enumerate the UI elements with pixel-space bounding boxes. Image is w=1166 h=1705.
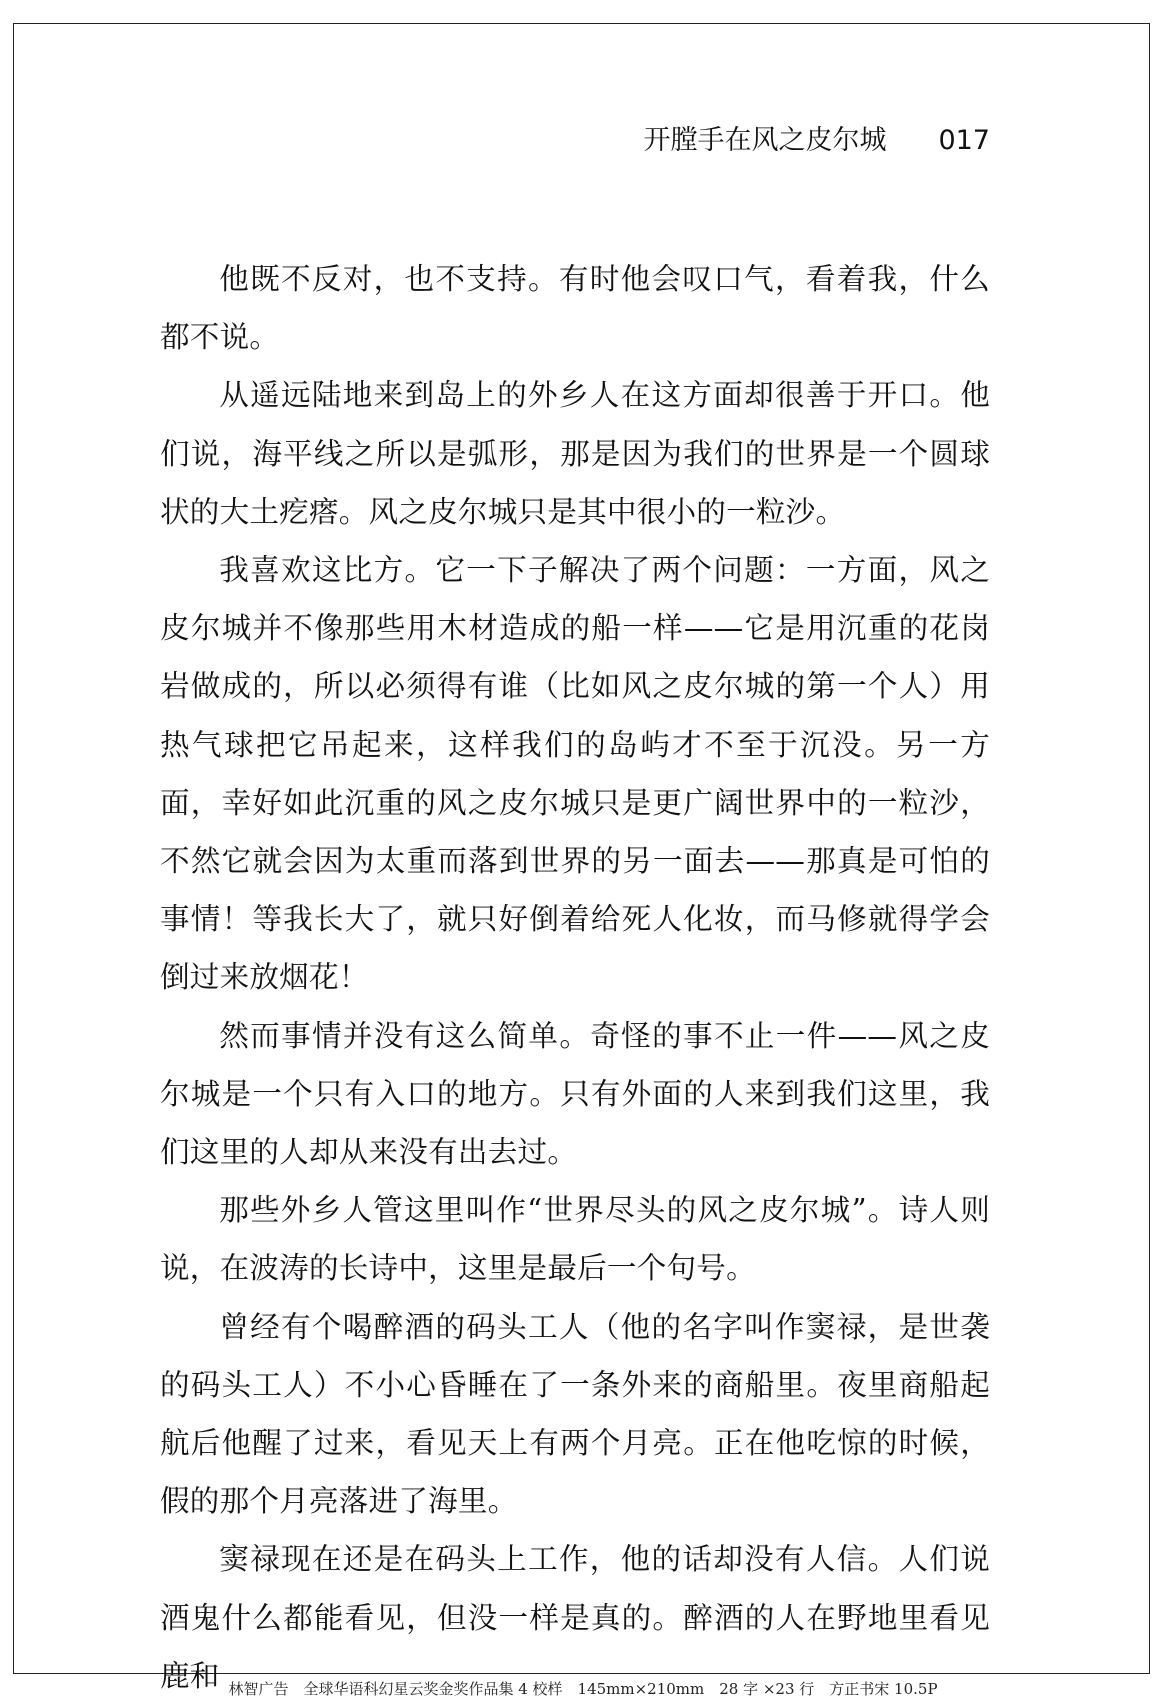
print-proof-info: 林智广告 全球华语科幻星云奖金奖作品集 4 校样 145mm×210mm 28 字 ×23 行 方正书宋 10.5P: [228, 1680, 938, 1698]
paragraph: 我喜欢这比方。它一下子解决了两个问题：一方面，风之皮尔城并不像那些用木材造成的船一样——它是用沉重的花岗岩做成的，所以必须得有谁（比如风之皮尔城的第一个人）用热气球把它吊起来，这样我们的岛屿才不至于沉没。另一方面，幸好如此沉重的风之皮尔城只是更广阔世界中的一粒沙，不然它就会因为太重而落到世界的另一面去——那真是可怕的事情！等我长大了，就只好倒着给死人化妆，而马修就得学会倒过来放烟花！: [160, 553, 990, 995]
paragraph: 然而事情并没有这么简单。奇怪的事不止一件——风之皮尔城是一个只有入口的地方。只有外面的人来到我们这里，我们这里的人却从来没有出去过。: [160, 1018, 990, 1170]
paragraph: 窦禄现在还是在码头上工作，他的话却没有人信。人们说酒鬼什么都能看见，但没一样是真的。醉酒的人在野地里看见鹿和: [160, 1542, 990, 1693]
paragraph: 他既不反对，也不支持。有时他会叹口气，看着我，什么都不说。: [160, 262, 990, 355]
chapter-title: 开膛手在风之皮尔城: [643, 125, 887, 156]
running-header: [643, 118, 990, 157]
page-number: 017: [938, 125, 990, 156]
body-text: [160, 250, 990, 1705]
paragraph: 那些外乡人管这里叫作“世界尽头的风之皮尔城”。诗人则说，在波涛的长诗中，这里是最后一个句号。: [160, 1193, 990, 1286]
paragraph: 从遥远陆地来到岛上的外乡人在这方面却很善于开口。他们说，海平线之所以是弧形，那是因为我们的世界是一个圆球状的大土疙瘩。风之皮尔城只是其中很小的一粒沙。: [160, 378, 990, 529]
paragraph: 曾经有个喝醉酒的码头工人（他的名字叫作窦禄，是世袭的码头工人）不小心昏睡在了一条外来的商船里。夜里商船起航后他醒了过来，看见天上有两个月亮。正在他吃惊的时候，假的那个月亮落进了海里。: [160, 1309, 990, 1519]
